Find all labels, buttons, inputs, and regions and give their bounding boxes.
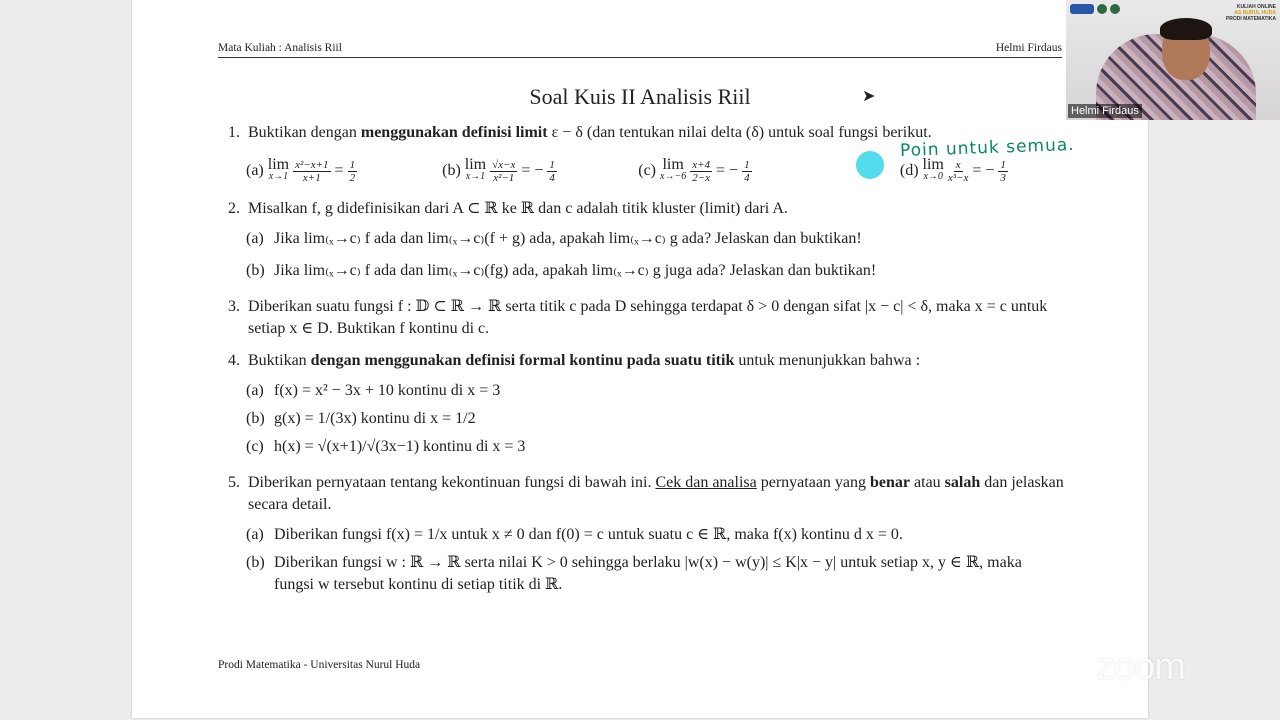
- q5-subs: [228, 524, 1064, 596]
- logo-line: PRODI MATEMATIKA: [1225, 16, 1276, 22]
- sub-label: (c): [246, 438, 264, 455]
- limit-item: [442, 156, 638, 184]
- lim-operator: lim x→0: [922, 156, 944, 182]
- sub-text: Diberikan fungsi f(x) = 1/x untuk x ≠ 0 dan f(0) = c untuk suatu c ∈ ℝ, maka f(x) kontinu d x = 0.: [274, 526, 903, 543]
- sub-text: Diberikan fungsi w : ℝ → ℝ serta nilai K > 0 sehingga berlaku |w(x) − w(y)| ≤ K|x − y| untuk setiap x, y ∈ ℝ, maka fungsi w tersebut kontinu di setiap titik di ℝ.: [274, 554, 1022, 593]
- sub-text: f(x) = x² − 3x + 10 kontinu di x = 3: [274, 382, 501, 399]
- result-fraction: $\frac{1}{4}$: [744, 158, 750, 184]
- bold-text: dengan menggunakan definisi formal kontinu pada suatu titik: [310, 352, 735, 369]
- sub-label: (b): [246, 262, 265, 279]
- fraction: $\frac{x}{\text{x³−x}}$: [947, 158, 969, 184]
- underlined-text: Cek dan analisa: [655, 474, 757, 491]
- text: Diberikan pernyataan tentang kekontinuan fungsi di bawah ini.: [248, 474, 656, 491]
- question-2: [228, 198, 1064, 220]
- question-text: Diberikan suatu fungsi f : 𝔻 ⊂ ℝ → ℝ serta titik c pada D sehingga terdapat δ > 0 dengan sifat |x − c| < δ, maka x = c untuk setiap x ∈ D. Buktikan f kontinu di c.: [248, 298, 1048, 337]
- text: Buktikan dengan: [248, 124, 361, 141]
- q4-subs: [228, 380, 1064, 458]
- equals: = −: [716, 162, 739, 179]
- fraction: $\frac{√x-x}{\text{x²−1}}$: [492, 158, 516, 184]
- question-3: [228, 296, 1064, 340]
- sub-label: (b): [246, 410, 265, 427]
- pdf-page: [132, 0, 1148, 718]
- text: untuk menunjukkan bahwa :: [734, 352, 921, 369]
- sub-text: h(x) = √(x+1)/√(3x−1) kontinu di x = 3: [274, 438, 526, 455]
- author-label: Helmi Firdaus: [995, 42, 1062, 54]
- text: dan jelaskan secara detail.: [248, 474, 1064, 513]
- zoom-watermark: zoom: [1096, 646, 1185, 688]
- result-fraction: $\frac{1}{3}$: [1000, 158, 1006, 184]
- limit-list: [246, 154, 1064, 188]
- sub-text: g(x) = 1/(3x) kontinu di x = 1/2: [274, 410, 476, 427]
- result-fraction: $\frac{1}{2}$: [349, 158, 356, 184]
- text: Buktikan: [248, 352, 311, 369]
- channel-logo: [1226, 4, 1276, 22]
- page-footer: Prodi Matematika - Universitas Nurul Huda: [218, 659, 421, 671]
- equals: =: [334, 162, 344, 179]
- question-number: 3.: [228, 298, 240, 315]
- highlight-marker: [856, 151, 884, 179]
- question-text: Misalkan f, g didefinisikan dari A ⊂ ℝ ke ℝ dan c adalah titik kluster (limit) dari A.: [248, 200, 788, 217]
- q2-subs: [228, 228, 1064, 282]
- text: atau: [910, 474, 945, 491]
- limit-item: [246, 156, 442, 184]
- page-header: [218, 42, 1062, 58]
- logo-line: AS NURUL HUDA: [1234, 10, 1276, 16]
- question-4: [228, 350, 1064, 372]
- limit-label: (a): [246, 162, 264, 179]
- equals: = −: [972, 162, 995, 179]
- limit-label: (b): [442, 162, 461, 179]
- question-number: 2.: [228, 200, 240, 217]
- question-number: 4.: [228, 352, 240, 369]
- participant-video[interactable]: [1066, 0, 1280, 120]
- fraction: $\frac{\text{x²−x+1}}{x+1}$: [295, 158, 329, 184]
- lim-operator: lim x→1: [267, 156, 290, 182]
- equals: = −: [521, 162, 544, 179]
- fraction: $\frac{x+4}{2-x}$: [692, 158, 711, 184]
- question-1: [228, 122, 1064, 188]
- question-number: 5.: [228, 474, 240, 491]
- mouse-cursor-icon: ➤: [862, 86, 876, 105]
- logo-line: KULIAH ONLINE: [1236, 4, 1276, 10]
- course-label: Mata Kuliah : Analisis Riil: [218, 42, 342, 54]
- lim-operator: lim x→−6: [660, 156, 687, 182]
- sub-label: (a): [246, 382, 264, 399]
- campus-logos: [1070, 4, 1120, 14]
- bold-text: menggunakan definisi limit: [360, 124, 548, 141]
- bold-text: salah: [944, 474, 981, 491]
- question-5: [228, 472, 1064, 516]
- sub-label: (b): [246, 554, 265, 571]
- text: pernyataan yang: [756, 474, 871, 491]
- lim-operator: lim x→1: [464, 156, 487, 182]
- result-fraction: $\frac{1}{4}$: [549, 158, 555, 184]
- page-title: Soal Kuis II Analisis Riil: [529, 84, 751, 109]
- participant-name: Helmi Firdaus: [1068, 104, 1142, 118]
- quiz-body: [228, 122, 1064, 596]
- sub-text: Jika lim₍ₓ→c₎ f ada dan lim₍ₓ→c₎(fg) ada, apakah lim₍ₓ→c₎ g juga ada? Jelaskan dan buktikan!: [274, 262, 877, 279]
- speaker-hair: [1160, 18, 1212, 40]
- text: ε − δ (dan tentukan nilai delta (δ) untuk soal fungsi berikut.: [547, 124, 932, 141]
- handwritten-annotation: Poin untuk semua.: [899, 134, 1075, 162]
- limit-item: [638, 156, 868, 184]
- sub-text: Jika lim₍ₓ→c₎ f ada dan lim₍ₓ→c₎(f + g) ada, apakah lim₍ₓ→c₎ g ada? Jelaskan dan buktikan!: [274, 230, 862, 247]
- sub-label: (a): [246, 230, 264, 247]
- limit-item: [868, 157, 1064, 185]
- bold-text: benar: [870, 474, 911, 491]
- limit-label: (c): [638, 162, 657, 179]
- limit-label: (d): [899, 162, 919, 179]
- question-number: 1.: [228, 124, 240, 141]
- sub-label: (a): [246, 526, 264, 543]
